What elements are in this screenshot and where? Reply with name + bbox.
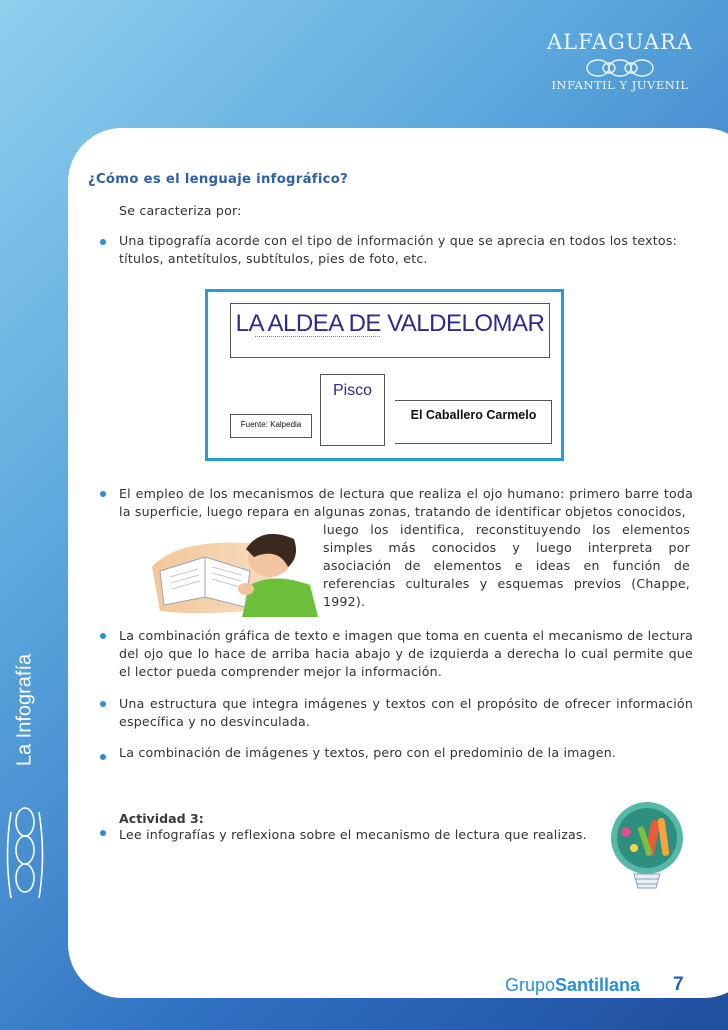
- lightbulb-icon: [604, 800, 690, 892]
- infographic-title: LA ALDEA DE VALDELOMAR: [235, 310, 545, 337]
- list-item-image-predominance: La combinación de imágenes y textos, pero con el predominio de la imagen.: [119, 745, 617, 760]
- bullet-icon: [100, 830, 106, 836]
- child-reading-illustration: [150, 527, 320, 617]
- side-section-label: La Infografía: [13, 653, 36, 767]
- list-item-typography: Una tipografía acorde con el tipo de información y que se aprecia en todos los textos: títulos, antetítulos, subtítulos, pies de foto, etc.: [119, 233, 678, 266]
- brand-subtitle: INFANTIL Y JUVENIL: [551, 78, 689, 92]
- bullet-icon: [100, 754, 106, 760]
- section-heading: ¿Cómo es el lenguaje infográfico?: [88, 172, 349, 187]
- source-label: Fuente: Kalpedia: [240, 420, 302, 429]
- page-number: 7: [673, 974, 684, 995]
- pisco-label: Pisco: [332, 382, 373, 399]
- bullet-icon: [100, 239, 106, 245]
- celtic-knot-icon: [584, 56, 656, 80]
- bullet-icon: [100, 491, 106, 497]
- dotted-guide-line: [255, 336, 380, 337]
- carmelo-label: El Caballero Carmelo: [410, 408, 537, 422]
- list-item-text-image-combination: La combinación gráfica de texto e imagen que toma en cuenta el mecanismo de lectura del ojo que lo hace de arriba hacia abajo y de izquierda a derecha lo cual permite que el lector pueda comprender mejor la información.: [119, 628, 693, 679]
- list-item-reading-mechanism-cont: luego los identifica, reconstituyendo los elementos simples más conocidos y luego interpreta por asociación de elementos e ideas en función de referencias culturales y esquemas previos (Chappe, 1992).: [323, 522, 690, 609]
- intro-text: Se caracteriza por:: [119, 203, 242, 218]
- publisher-logo-bold: Santillana: [555, 975, 641, 995]
- carmelo-box: [395, 400, 552, 444]
- list-item-reading-mechanism: El empleo de los mecanismos de lectura que realiza el ojo humano: primero barre toda la superficie, luego repara en algunas zonas, tratando de identificar objetos conocidos,: [119, 486, 693, 519]
- brand-logo: [540, 30, 700, 92]
- publisher-logo-light: Grupo: [505, 975, 556, 995]
- side-knot-icon: [6, 800, 44, 910]
- list-item-structure: Una estructura que integra imágenes y textos con el propósito de ofrecer información específica y no desvinculada.: [119, 696, 693, 729]
- brand-name: ALFAGUARA: [547, 30, 693, 54]
- activity-text: Lee infografías y reflexiona sobre el mecanismo de lectura que realizas.: [119, 827, 587, 842]
- bullet-icon: [100, 633, 106, 639]
- bullet-icon: [100, 701, 106, 707]
- publisher-logo: [505, 975, 640, 996]
- activity-title: Actividad 3:: [119, 811, 204, 826]
